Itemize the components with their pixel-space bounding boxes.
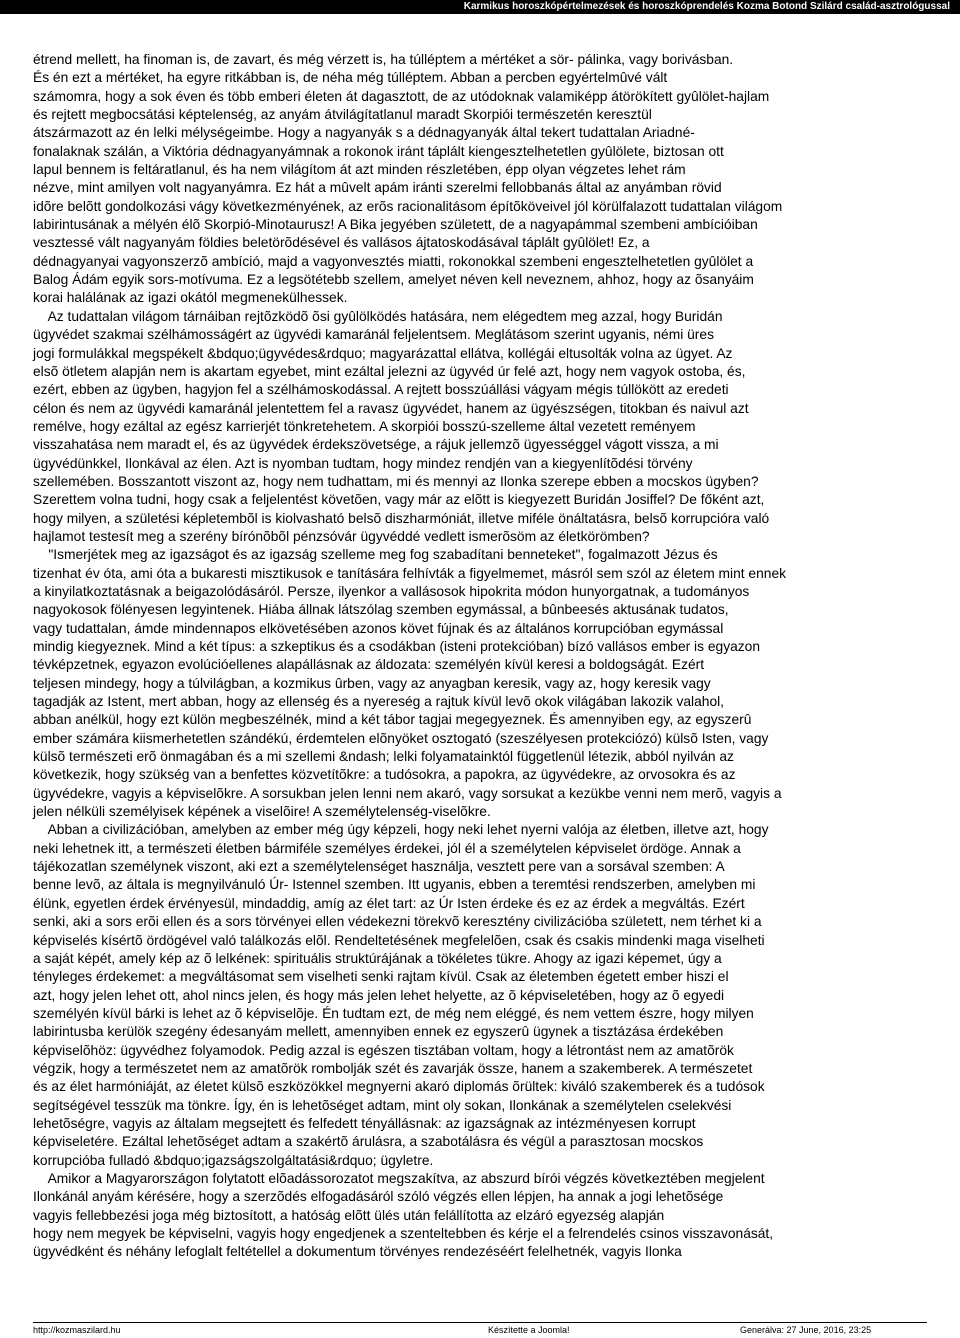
text-line: következik, hogy szükség van a benfettes közvetítõkre: a tudósokra, a papokra, az ügyvédekre, az orvosokra és az [33, 767, 736, 783]
text-line: azt, hogy jelen lehet ott, ahol nincs jelen, és hogy más jelen lehet helyette, az õ képviseletében, hogy az õ egyedi [33, 987, 725, 1003]
text-line: a kinyilatkoztatásnak a beigazolódásáról. Persze, ilyenkor a vallásosok hipokrita módon hunyorgatnak, a tudományos [33, 583, 750, 599]
text-line: abban anélkül, hogy ezt külön megbeszélnék, mind a két tábor tagjai megegyeznek. És amennyiben egy, az egyszerû [33, 712, 752, 728]
text-line: tagadják az Istent, mert abban, hogy az ellenség és a nyereség a rajtuk kívül levõ okok világában lakozik valahol, [33, 694, 725, 710]
text-line: szellemében. Bosszantott viszont az, hogy nem tudhattam, mi és mennyi az Ilonka szerepe ebben a mocskos ügyben? [33, 473, 759, 489]
text-line: jelen nélküli személyisek képének a viselõire! A személytelenség-viselõkre. [33, 804, 491, 820]
text-line: Balog Ádám egyik sors-motívuma. Ez a legsötétebb szellem, amelyet néven kell neveznem, ahhoz, hogy az õsanyáim [33, 272, 754, 288]
text-line: Ilonkánál anyám kérésére, hogy a szerzõdés elfogadásáról szóló végzés ellen lépjen, ha annak a jogi lehetõsége [33, 1189, 724, 1205]
text-line: tévképzetnek, egyazon evolúcióellenes alapállásnak az áldozata: személyén kívül keresi a boldogságát. Ezért [33, 657, 705, 673]
text-line: senki, aki a sors erõi ellen és a sors törvényei ellen védekezni törekvõ keresztény civilizációba született, nem térhet ki a [33, 914, 762, 930]
text-line: Az tudattalan világom tárnáiban rejtõzködõ õsi gyûlölködés hatására, nem elégedtem meg azzal, hogy Buridán [33, 308, 723, 324]
text-line: személyén kívül bárki is lehet az õ képviselõje. Én tudtam ezt, de még nem eléggé, és nem vettem észre, hogy milyen [33, 1005, 754, 1021]
text-line: vesztessé vált nagyanyám földies beletörõdésével és vallásos ájtatoskodásával táplált gyûlölet! Ez, a [33, 235, 650, 251]
text-line: segítségével tesszük ma tönkre. Így, én is lehetõséget adtam, mint oly sokan, Ilonkának a személytelen cselekvési [33, 1097, 732, 1113]
footer-url-link[interactable]: http://kozmaszilard.hu [33, 1325, 121, 1335]
text-line: tizenhat év óta, ami óta a bukaresti misztikusok e tanítására felhívták a figyelmemet, másról sem szól az életem mint ennek [33, 565, 787, 581]
text-line: és az élet harmóniáját, az életet külsõ eszközökkel megnyerni akaró diplomás õrültek: kiváló szakemberek és a tudósok [33, 1079, 765, 1095]
text-line: elsõ ötletem alapján nem is akartam egyebet, mint ezáltal jelezni az ügyvéd úr felé azt, hogy nem vagyok ostoba, és, [33, 363, 746, 379]
text-line: mindig kiegyeznek. Mind a két típus: a szkeptikus és a csodákban (isteni protekcióban) bízó vallásos ember is egyazon [33, 639, 761, 654]
text-line: remélve, hogy ezáltal az egész karrierjét tönkretehetem. A skorpiói bosszú-szelleme által vezetett reményem [33, 418, 696, 434]
text-line: És én ezt a mértéket, ha egyre ritkábban is, de néha még túlléptem. Abban a percben egyértelmûvé vált [33, 70, 668, 86]
text-line: Abban a civilizációban, amelyben az ember még úgy képzeli, hogy neki lehet nyerni valója az életben, illetve azt, hogy [33, 822, 769, 838]
text-line: lapul bennem is feltáratlanul, és ha nem világítom át azt minden részletében, épp olyan végzetes lehet rám [33, 162, 686, 178]
text-line: végzik, hogy a természetet nem az amatõrök rombolják szét és zavarják össze, hanem a szakemberek. A természetet [33, 1060, 753, 1076]
text-line: nézve, mint amilyen volt nagyanyámra. Ez hát a mûvelt apám iránti szerelmi fellobbanás által az anyámban rövid [33, 180, 722, 196]
text-line: neki lehetnek itt, a természeti életben bármiféle személyes érdekei, jól él a személytelen képviselet ördöge. Annak a [33, 840, 741, 856]
text-line: tényleges érdekemet: a megváltásomat sem viselheti senki rajtam kívül. Csak az életemben égetett ember hiszi el [33, 969, 729, 985]
text-line: jogi formulákkal megspékelt &bdquo;ügyvédes&rdquo; magyarázattal ellátva, kollégái eltusolták volna az ügyet. Az [33, 345, 733, 361]
text-line: teljesen mindegy, hogy a túlvilágban, a kozmikus ûrben, vagy az anyagban keresik, vagy az, hogy keresik vagy [33, 675, 711, 691]
text-line: számomra, hogy a sok éven és több emberi életen át dagasztott, de az utódoknak valamiképp átörökített gyûlölet-hajlam [33, 88, 770, 104]
text-line: ügyvédként és néhány lefoglalt feltétellel a dokumentum törvényes rendezéséért felelhetnék, vagyis Ilonka [33, 1244, 682, 1260]
text-line: hogy nem megyek be képviselni, vagyis hogy engedjenek a szenteltebben és kérje el a felrendelés csinos visszavonását, [33, 1226, 774, 1241]
text-line: a saját képét, amely kép az õ lelkének: spirituális struktúrájának a tökéletes tükre. Ahogy az igazi képemet, úgy a [33, 950, 722, 966]
text-line: tájékozatlan személynek viszont, aki ezt a személytelenséget használja, vesztett pere van a sorsával szemben: A [33, 859, 725, 875]
text-line: és rejtett megbocsátási képtelenség, az anyám átvilágítatlanul maradt Skorpiói természetén keresztül [33, 107, 652, 123]
text-line: ember számára kiismerhetetlen szándékú, érdemtelen elõnyöket osztogató (szeszélyesen protekciózó) külsõ Isten, vagy [33, 730, 769, 746]
text-line: vagy tudattalan, ámde mindennapos elkövetésében azonos követ fújnak és az általános korrupcióban egymással [33, 620, 724, 636]
text-line: ügyvédet szakmai szélhámosságért az ügyvédi kamaránál feljelentsem. Meglátásom szerint ugyanis, némi üres [33, 327, 714, 343]
text-line: nagyokosok fölényesen legyintenek. Hiába állnak látszólag szemben egymással, a bûnbeesés aktusának tudatos, [33, 602, 729, 618]
text-line: ügyvédünkkel, Ilonkával az élen. Azt is nyomban tudtam, hogy mindez rendjén van a kiegyenlítõdési törvény [33, 455, 693, 471]
text-line: benne levõ, az általa is megnyilvánuló Úr- Istennel szemben. Itt ugyanis, ebben a teremtési rendszerben, amelyben mi [33, 877, 756, 893]
text-line: vagyis fellebbezési joga még biztosított, a hatóság elõtt ülés után felállította az elzáró egyezség alapján [33, 1207, 665, 1223]
text-line: visszahatása nem maradt el, és az ügyvédek érdekszövetsége, a rájuk jellemzõ ügyességgel vágott vissza, a mi [33, 437, 719, 453]
text-line: képviseletére. Ezáltal lehetõséget adtam a szakértõ árulásra, a szabotálásra és végül a parasztosan mocskos [33, 1134, 704, 1150]
text-line: külsõ természeti erõ önmagában és a mi szellemi &ndash; lelki folyamatainktól függetlenül létezik, abból nyilván az [33, 749, 734, 765]
text-line: labirintusának a mélyén élõ Skorpió-Minotaurusz! A Bika jegyében született, de a nagyapámmal szembeni ambícióiban [33, 217, 758, 233]
text-line: célon és nem az ügyvédi kamaránál jelentettem fel a ravasz ügyvédet, hanem az ügyészségen, titokban és naivul azt [33, 400, 749, 416]
text-line: ügyvédekre, vagyis a képviselõkre. A sorsukban jelen lenni nem akaró, vagy sorsukat a kezükbe venni nem merõ, vagyis a [33, 785, 782, 801]
text-line: korai halálának az igazi okától megmenekülhessek. [33, 290, 348, 306]
article-body [33, 51, 933, 1262]
footer-generated-date: Generálva: 27 June, 2016, 23:25 [740, 1325, 872, 1335]
text-line: Amikor a Magyarországon folytatott elõadássorozatot megszakítva, az abszurd bírói végzés következtében megjelent [33, 1170, 765, 1186]
footer-credit: Készítette a Joomla! [488, 1325, 570, 1335]
text-line: átszármazott az én lelki mélységeimbe. Hogy a nagyanyák s a dédnagyanyák által tekert tudattalan Ariadné- [33, 125, 695, 141]
text-line: lehetõségre, vagyis az általam megsejtett és felfedett tényállásnak: az igazságnak az intézményesen korrupt [33, 1115, 696, 1131]
text-line: fonalaknak szálán, a Viktória dédnagyanyámnak a rokonok iránt táplált kiengesztelhetetlen gyûlölete, biztosan ott [33, 143, 724, 159]
text-line: ezért, ebben az ügyben, hagyjon fel a szélhámoskodással. A rejtett bosszúállási vágyam mégis túllökött az eredeti [33, 382, 729, 398]
text-line: hajlamot testesít meg a szerény bírónõbõl pénzsóvár ügyvéddé vedlett ismerõsöm az életkörömben? [33, 528, 650, 544]
header-bar [0, 0, 960, 14]
text-line: hogy milyen, a születési képletembõl is kiolvasható belsõ diszharmóniát, illetve miféle önáltatásra, belsõ korrupcióra való [33, 510, 770, 526]
text-line: labirintusba kerülök szegény édesanyám mellett, amennyiben ennek ez egyszerû ügynek a tisztázása érdekében [33, 1024, 724, 1040]
page-footer [0, 1318, 960, 1338]
text-line: élünk, egyetlen érdek érvényesül, mindaddig, amíg az élet tart: az Úr Isten érdeke és ez az érdek a megváltás. Ezért [33, 895, 745, 911]
text-line: "Ismerjétek meg az igazságot és az igazság szelleme meg fog szabadítani benneteket", fogalmazott Jézus és [33, 547, 718, 563]
text-line: korrupcióba fulladó &bdquo;igazságszolgáltatási&rdquo; ügyletre. [33, 1152, 434, 1168]
site-title: Karmikus horoszkópértelmezések és horoszkóprendelés Kozma Botond Szilárd család-asztrológussal [463, 1, 950, 12]
text-line: étrend mellett, ha finoman is, de zavart, és még vérzett is, ha túlléptem a mértéket a sör- pálinka, vagy borivásban. [33, 52, 734, 67]
footer-divider [33, 1322, 927, 1323]
text-line: Szerettem volna tudni, hogy csak a feljelentést követõen, vagy már az elõtt is kiegyezett Buridán Josiffel? De főként azt, [33, 492, 765, 508]
text-line: dédnagyanyai vagyonszerzõ ambíció, majd a vagyonvesztés miatti, rokonokkal szembeni engesztelhetetlen gyûlölet a [33, 253, 754, 269]
text-line: képviselés kísértõ ördögével való találkozás elõl. Rendeltetésének megfelelõen, csak és csakis mindenki maga viselheti [33, 932, 765, 948]
text-line: idõre belõtt gondolkozási vágy következményének, az erõs racionalitásom építõköveivel jól körülfalazott tudattalan világom [33, 198, 783, 214]
text-line: képviselõhöz: ügyvédhez folyamodok. Pedig azzal is egészen tisztában voltam, hogy a létrontást nem az amatõrök [33, 1042, 734, 1058]
